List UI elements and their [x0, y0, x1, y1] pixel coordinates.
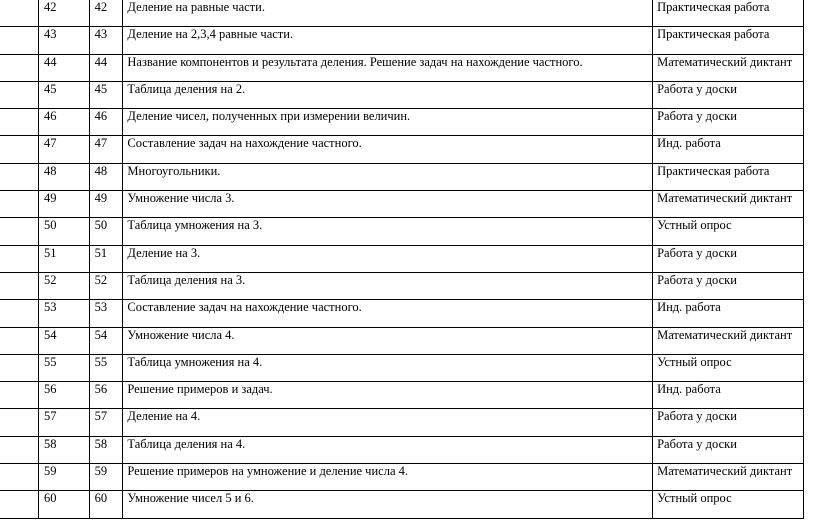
- table-row: [0, 245, 804, 272]
- row-number-cell: 47: [39, 136, 90, 163]
- lesson-topic-cell: Умножение чисел 5 и 6.: [123, 491, 653, 518]
- lesson-topic-cell: Решение примеров на умножение и деление числа 4.: [123, 464, 653, 491]
- table-row: [0, 354, 804, 381]
- control-form-cell: Устный опрос: [653, 491, 804, 518]
- lesson-number-cell: 47: [89, 136, 123, 163]
- row-number-cell: 60: [39, 491, 90, 518]
- table-row: [0, 109, 804, 136]
- empty-margin-cell: [0, 54, 39, 81]
- control-form-cell: Работа у доски: [653, 436, 804, 463]
- lesson-topic-cell: Таблица умножения на 4.: [123, 354, 653, 381]
- lesson-number-cell: 48: [89, 163, 123, 190]
- row-number-cell: 49: [39, 191, 90, 218]
- empty-margin-cell: [0, 382, 39, 409]
- lesson-number-cell: 52: [89, 272, 123, 299]
- table-row: [0, 409, 804, 436]
- row-number-cell: 45: [39, 81, 90, 108]
- control-form-cell: Устный опрос: [653, 354, 804, 381]
- table-row: [0, 491, 804, 518]
- table-row: [0, 163, 804, 190]
- lesson-topic-cell: Составление задач на нахождение частного.: [123, 136, 653, 163]
- empty-margin-cell: [0, 436, 39, 463]
- row-number-cell: 55: [39, 354, 90, 381]
- table-row: [0, 436, 804, 463]
- lesson-topic-cell: Деление на 4.: [123, 409, 653, 436]
- lesson-topic-cell: Название компонентов и результата деления. Решение задач на нахождение частного.: [123, 54, 653, 81]
- control-form-cell: Математический диктант: [653, 191, 804, 218]
- empty-margin-cell: [0, 191, 39, 218]
- row-number-cell: 54: [39, 327, 90, 354]
- row-number-cell: 42: [39, 0, 90, 27]
- empty-margin-cell: [0, 27, 39, 54]
- row-number-cell: 48: [39, 163, 90, 190]
- control-form-cell: Математический диктант: [653, 327, 804, 354]
- control-form-cell: Практическая работа: [653, 0, 804, 27]
- table-row: [0, 300, 804, 327]
- lesson-topic-cell: Таблица деления на 2.: [123, 81, 653, 108]
- lesson-number-cell: 55: [89, 354, 123, 381]
- control-form-cell: Практическая работа: [653, 27, 804, 54]
- row-number-cell: 46: [39, 109, 90, 136]
- lesson-number-cell: 44: [89, 54, 123, 81]
- row-number-cell: 50: [39, 218, 90, 245]
- empty-margin-cell: [0, 81, 39, 108]
- row-number-cell: 43: [39, 27, 90, 54]
- lesson-topic-cell: Составление задач на нахождение частного.: [123, 300, 653, 327]
- row-number-cell: 53: [39, 300, 90, 327]
- lesson-topic-cell: Умножение числа 3.: [123, 191, 653, 218]
- lesson-topic-cell: Деление чисел, полученных при измерении величин.: [123, 109, 653, 136]
- control-form-cell: Математический диктант: [653, 464, 804, 491]
- control-form-cell: Работа у доски: [653, 245, 804, 272]
- control-form-cell: Практическая работа: [653, 163, 804, 190]
- table-row: [0, 54, 804, 81]
- empty-margin-cell: [0, 109, 39, 136]
- lesson-topic-cell: Деление на 2,3,4 равные части.: [123, 27, 653, 54]
- lesson-topic-cell: Таблица деления на 3.: [123, 272, 653, 299]
- lesson-topic-cell: Таблица умножения на 3.: [123, 218, 653, 245]
- empty-margin-cell: [0, 136, 39, 163]
- row-number-cell: 56: [39, 382, 90, 409]
- lesson-topic-cell: Деление на равные части.: [123, 0, 653, 27]
- table-row: [0, 382, 804, 409]
- table-row: [0, 136, 804, 163]
- row-number-cell: 44: [39, 54, 90, 81]
- control-form-cell: Инд. работа: [653, 382, 804, 409]
- row-number-cell: 51: [39, 245, 90, 272]
- table-row: [0, 81, 804, 108]
- control-form-cell: Работа у доски: [653, 272, 804, 299]
- lesson-number-cell: 58: [89, 436, 123, 463]
- lesson-number-cell: 57: [89, 409, 123, 436]
- control-form-cell: Математический диктант: [653, 54, 804, 81]
- control-form-cell: Работа у доски: [653, 409, 804, 436]
- row-number-cell: 52: [39, 272, 90, 299]
- row-number-cell: 59: [39, 464, 90, 491]
- lesson-number-cell: 53: [89, 300, 123, 327]
- lesson-number-cell: 56: [89, 382, 123, 409]
- empty-margin-cell: [0, 163, 39, 190]
- table-row: [0, 327, 804, 354]
- empty-margin-cell: [0, 218, 39, 245]
- lesson-number-cell: 42: [89, 0, 123, 27]
- lesson-number-cell: 59: [89, 464, 123, 491]
- lesson-number-cell: 60: [89, 491, 123, 518]
- lesson-number-cell: 46: [89, 109, 123, 136]
- lesson-number-cell: 51: [89, 245, 123, 272]
- empty-margin-cell: [0, 464, 39, 491]
- table-row: [0, 0, 804, 27]
- lesson-number-cell: 43: [89, 27, 123, 54]
- control-form-cell: Устный опрос: [653, 218, 804, 245]
- control-form-cell: Инд. работа: [653, 300, 804, 327]
- empty-margin-cell: [0, 409, 39, 436]
- table-row: [0, 464, 804, 491]
- row-number-cell: 57: [39, 409, 90, 436]
- lesson-number-cell: 50: [89, 218, 123, 245]
- table-row: [0, 191, 804, 218]
- empty-margin-cell: [0, 272, 39, 299]
- control-form-cell: Инд. работа: [653, 136, 804, 163]
- table-row: [0, 27, 804, 54]
- lesson-topic-cell: Таблица деления на 4.: [123, 436, 653, 463]
- empty-margin-cell: [0, 0, 39, 27]
- empty-margin-cell: [0, 245, 39, 272]
- lesson-topic-cell: Многоугольники.: [123, 163, 653, 190]
- lesson-number-cell: 45: [89, 81, 123, 108]
- empty-margin-cell: [0, 300, 39, 327]
- lesson-topic-cell: Умножение числа 4.: [123, 327, 653, 354]
- table-row: [0, 272, 804, 299]
- table-row: [0, 218, 804, 245]
- empty-margin-cell: [0, 354, 39, 381]
- lesson-number-cell: 54: [89, 327, 123, 354]
- row-number-cell: 58: [39, 436, 90, 463]
- control-form-cell: Работа у доски: [653, 109, 804, 136]
- empty-margin-cell: [0, 491, 39, 518]
- control-form-cell: Работа у доски: [653, 81, 804, 108]
- lesson-number-cell: 49: [89, 191, 123, 218]
- lesson-topic-cell: Деление на 3.: [123, 245, 653, 272]
- lesson-topic-cell: Решение примеров и задач.: [123, 382, 653, 409]
- empty-margin-cell: [0, 327, 39, 354]
